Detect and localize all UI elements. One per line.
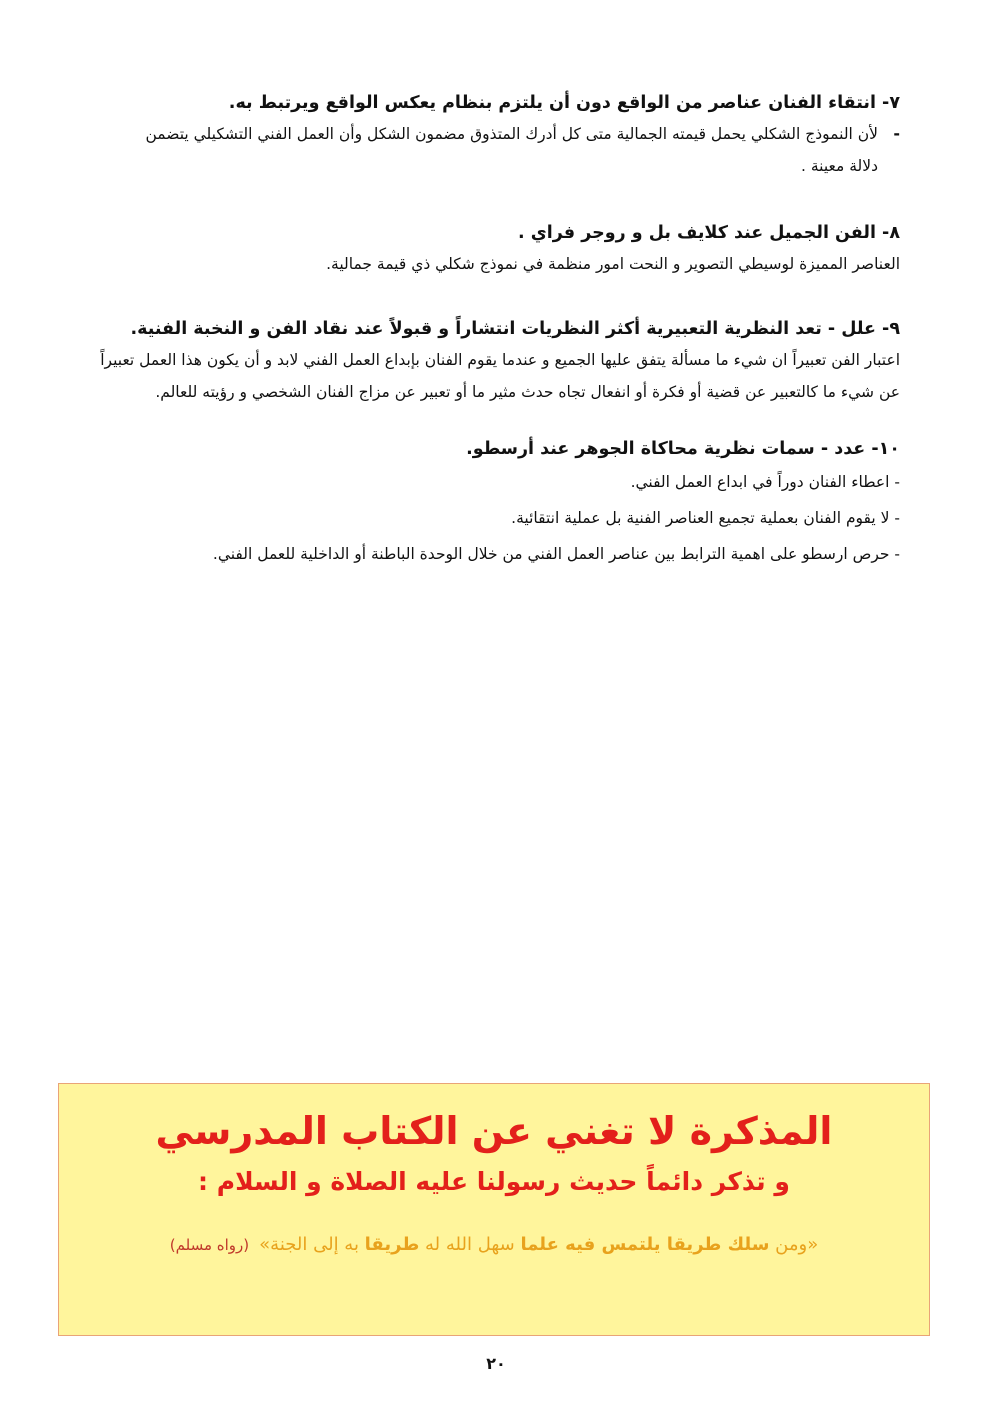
hadith-end: به إلى الجنة» [259,1234,365,1255]
section-title: ٩- علل - تعد النظرية التعبيرية أكثر النظريات انتشاراً و قبولاً عند نقاد الفن و النخبة الفنية. [130,319,900,339]
section-title: ٨- الفن الجميل عند كلايف بل و روجر فراي . [517,223,900,243]
hadith-bold: سلك طريقا يلتمس فيه علما [520,1234,770,1255]
section-body: لأن النموذج الشكلي يحمل قيمته الجمالية متى كل أدرك المتذوق مضمون الشكل وأن العمل الفني التشكيلي يتضمن دلالة معينة . [145,125,878,175]
section-8 [100,218,900,280]
hadith-bold-2: طريقا [364,1234,420,1255]
section-10 [100,434,900,572]
bullet-item [100,118,900,182]
section-title: ٧- انتقاء الفنان عناصر من الواقع دون أن يلتزم بنظام يعكس الواقع ويرتبط به. [228,93,900,113]
list-item: - اعطاء الفنان دوراً في ابداع العمل الفني. [630,473,900,491]
section-9 [100,314,900,408]
list-item: - حرص ارسطو على اهمية الترابط بين عناصر العمل الفني من خلال الوحدة الباطنة أو الداخلية للعمل الفني. [212,545,900,563]
bullet-mark: - [893,124,900,143]
section-7 [100,88,900,182]
section-body: اعتبار الفن تعبيراً ان شيء ما مسألة يتفق عليها الجميع و عندما يقوم الفنان بإبداع العمل الفني لابد و أن يكون هذا العمل تعبيراً عن شيء ما كالتعبير عن قضية أو فكرة أو انفعال تجاه حدث مثير ما أو تعبير عن مزاج الفنان الشخصي و رؤيته للعالم. [100,351,900,401]
hadith-open: «ومن [769,1234,819,1255]
page-number: ٢٠ [486,1354,506,1373]
section-body: العناصر المميزة لوسيطي التصوير و النحت امور منظمة في نموذج شكلي ذي قيمة جمالية. [326,255,900,273]
notice-title: المذكرة لا تغني عن الكتاب المدرسي [155,1109,833,1153]
section-title: ١٠- عدد - سمات نظرية محاكاة الجوهر عند أرسطو. [466,439,900,459]
page-content [100,88,900,594]
notice-box [58,1083,930,1336]
notice-subtitle: و تذكر دائماً حديث رسولنا عليه الصلاة و السلام : [198,1167,790,1196]
list-item: - لا يقوم الفنان بعملية تجميع العناصر الفنية بل عملية انتقائية. [511,509,900,527]
hadith-source: (رواه مسلم) [169,1236,250,1254]
hadith-quote [59,1230,929,1260]
hadith-text [259,1230,818,1260]
hadith-mid: سهل الله له [419,1234,521,1255]
